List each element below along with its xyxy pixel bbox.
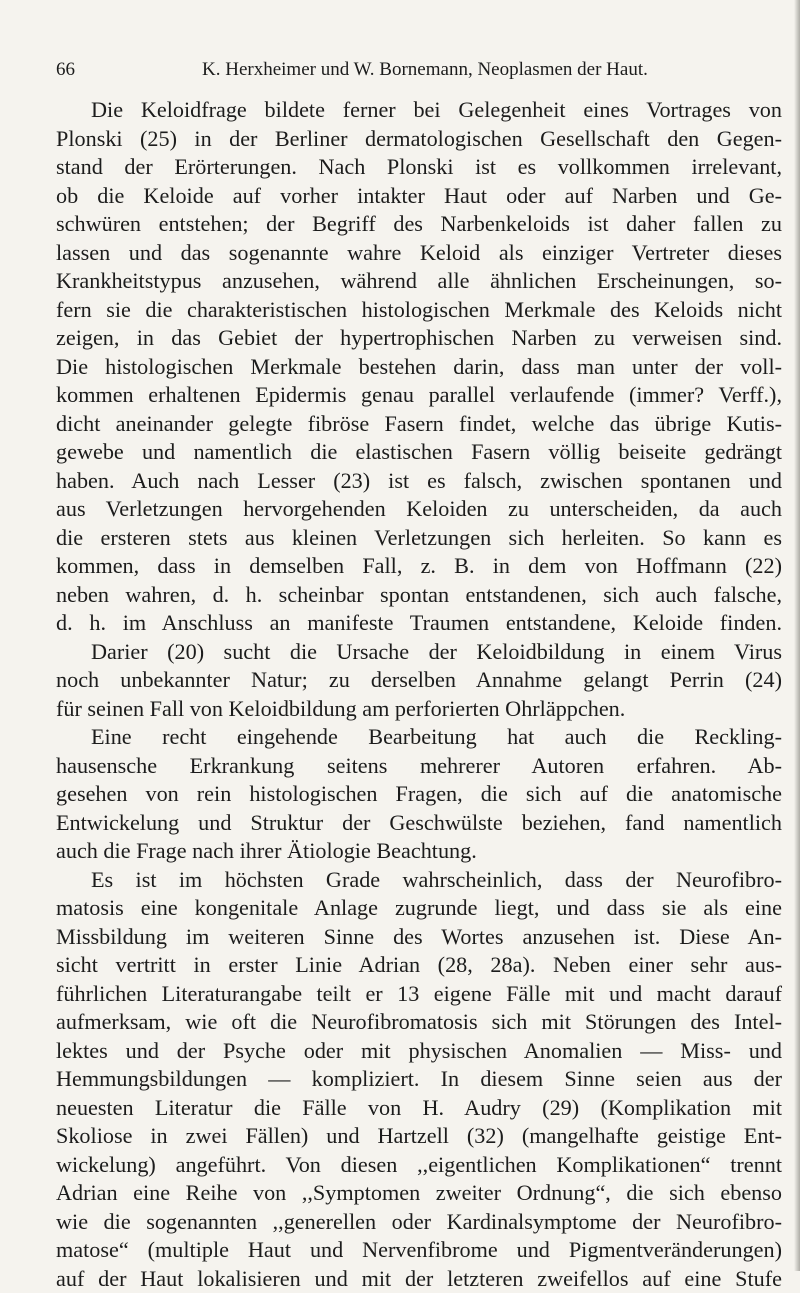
text-line: kommen erhaltenen Epidermis genau parallel verlaufende (immer? Verff.), — [56, 381, 782, 410]
text-line: fern sie die charakteristischen histologischen Merkmale des Keloids nicht — [56, 296, 782, 325]
text-line: neben wahren, d. h. scheinbar spontan entstandenen, sich auch falsche, — [56, 581, 782, 610]
text-line: neuesten Literatur die Fälle von H. Audry (29) (Komplikation mit — [56, 1094, 782, 1123]
text-line: dicht aneinander gelegte fibröse Fasern findet, welche das übrige Kutis- — [56, 410, 782, 439]
text-line: Die Keloidfrage bildete ferner bei Gelegenheit eines Vortrages von — [56, 96, 782, 125]
text-line: führlichen Literaturangabe teilt er 13 eigene Fälle mit und macht darauf — [56, 980, 782, 1009]
text-line: Hemmungsbildungen — kompliziert. In diesem Sinne seien aus der — [56, 1065, 782, 1094]
text-line: Die histologischen Merkmale bestehen darin, dass man unter der voll- — [56, 353, 782, 382]
text-line: Skoliose in zwei Fällen) und Hartzell (32) (mangelhafte geistige Ent- — [56, 1122, 782, 1151]
text-line: Adrian eine Reihe von ,,Symptomen zweiter Ordnung“, die sich ebenso — [56, 1179, 782, 1208]
text-line: hausensche Erkrankung seitens mehrerer Autoren erfahren. Ab- — [56, 752, 782, 781]
text-line: auf der Haut lokalisieren und mit der letzteren zweifellos auf eine Stufe — [56, 1265, 782, 1293]
text-line: Darier (20) sucht die Ursache der Keloidbildung in einem Virus — [56, 638, 782, 667]
text-line: gesehen von rein histologischen Fragen, die sich auf die anatomische — [56, 780, 782, 809]
text-line: d. h. im Anschluss an manifeste Traumen entstandene, Keloide finden. — [56, 609, 782, 638]
text-line: aufmerksam, wie oft die Neurofibromatosis sich mit Störungen des Intel- — [56, 1008, 782, 1037]
text-line: Missbildung im weiteren Sinne des Wortes anzusehen ist. Diese An- — [56, 923, 782, 952]
running-title: K. Herxheimer und W. Bornemann, Neoplasmen der Haut. — [202, 59, 648, 81]
text-line: für seinen Fall von Keloidbildung am perforierten Ohrläppchen. — [56, 695, 782, 724]
text-line: auch die Frage nach ihrer Ätiologie Beachtung. — [56, 837, 782, 866]
text-line: lassen und das sogenannte wahre Keloid als einziger Vertreter dieses — [56, 239, 782, 268]
text-line: wickelung) angeführt. Von diesen ,,eigentlichen Komplikationen“ trennt — [56, 1151, 782, 1180]
text-line: Krankheitstypus anzusehen, während alle ähnlichen Erscheinungen, so- — [56, 267, 782, 296]
text-line: kommen, dass in demselben Fall, z. B. in dem von Hoffmann (22) — [56, 552, 782, 581]
text-line: lektes und der Psyche oder mit physischen Anomalien — Miss- und — [56, 1037, 782, 1066]
text-line: gewebe und namentlich die elastischen Fasern völlig beiseite gedrängt — [56, 438, 782, 467]
text-line: stand der Erörterungen. Nach Plonski ist es vollkommen irrelevant, — [56, 153, 782, 182]
text-line: wie die sogenannten ,,generellen oder Kardinalsymptome der Neurofibro- — [56, 1208, 782, 1237]
text-line: aus Verletzungen hervorgehenden Keloiden zu unterscheiden, da auch — [56, 495, 782, 524]
text-line: die ersteren stets aus kleinen Verletzungen sich herleiten. So kann es — [56, 524, 782, 553]
text-line: zeigen, in das Gebiet der hypertrophischen Narben zu verweisen sind. — [56, 324, 782, 353]
text-line: noch unbekannter Natur; zu derselben Annahme gelangt Perrin (24) — [56, 666, 782, 695]
text-line: ob die Keloide auf vorher intakter Haut oder auf Narben und Ge- — [56, 182, 782, 211]
text-line: haben. Auch nach Lesser (23) ist es falsch, zwischen spontanen und — [56, 467, 782, 496]
text-line: sicht vertritt in erster Linie Adrian (28, 28a). Neben einer sehr aus- — [56, 951, 782, 980]
text-line: matosis eine kongenitale Anlage zugrunde liegt, und dass sie als eine — [56, 894, 782, 923]
text-line: Plonski (25) in der Berliner dermatologischen Gesellschaft den Gegen- — [56, 125, 782, 154]
body-text — [56, 96, 782, 1293]
text-line: Eine recht eingehende Bearbeitung hat auch die Reckling- — [56, 723, 782, 752]
text-line: Es ist im höchsten Grade wahrscheinlich, dass der Neurofibro- — [56, 866, 782, 895]
text-line: matose“ (multiple Haut und Nervenfibrome und Pigmentveränderungen) — [56, 1236, 782, 1265]
page-edge-shadow — [794, 0, 800, 1271]
text-line: schwüren entstehen; der Begriff des Narbenkeloids ist daher fallen zu — [56, 210, 782, 239]
page-number: 66 — [56, 59, 75, 81]
text-line: Entwickelung und Struktur der Geschwülste beziehen, fand namentlich — [56, 809, 782, 838]
